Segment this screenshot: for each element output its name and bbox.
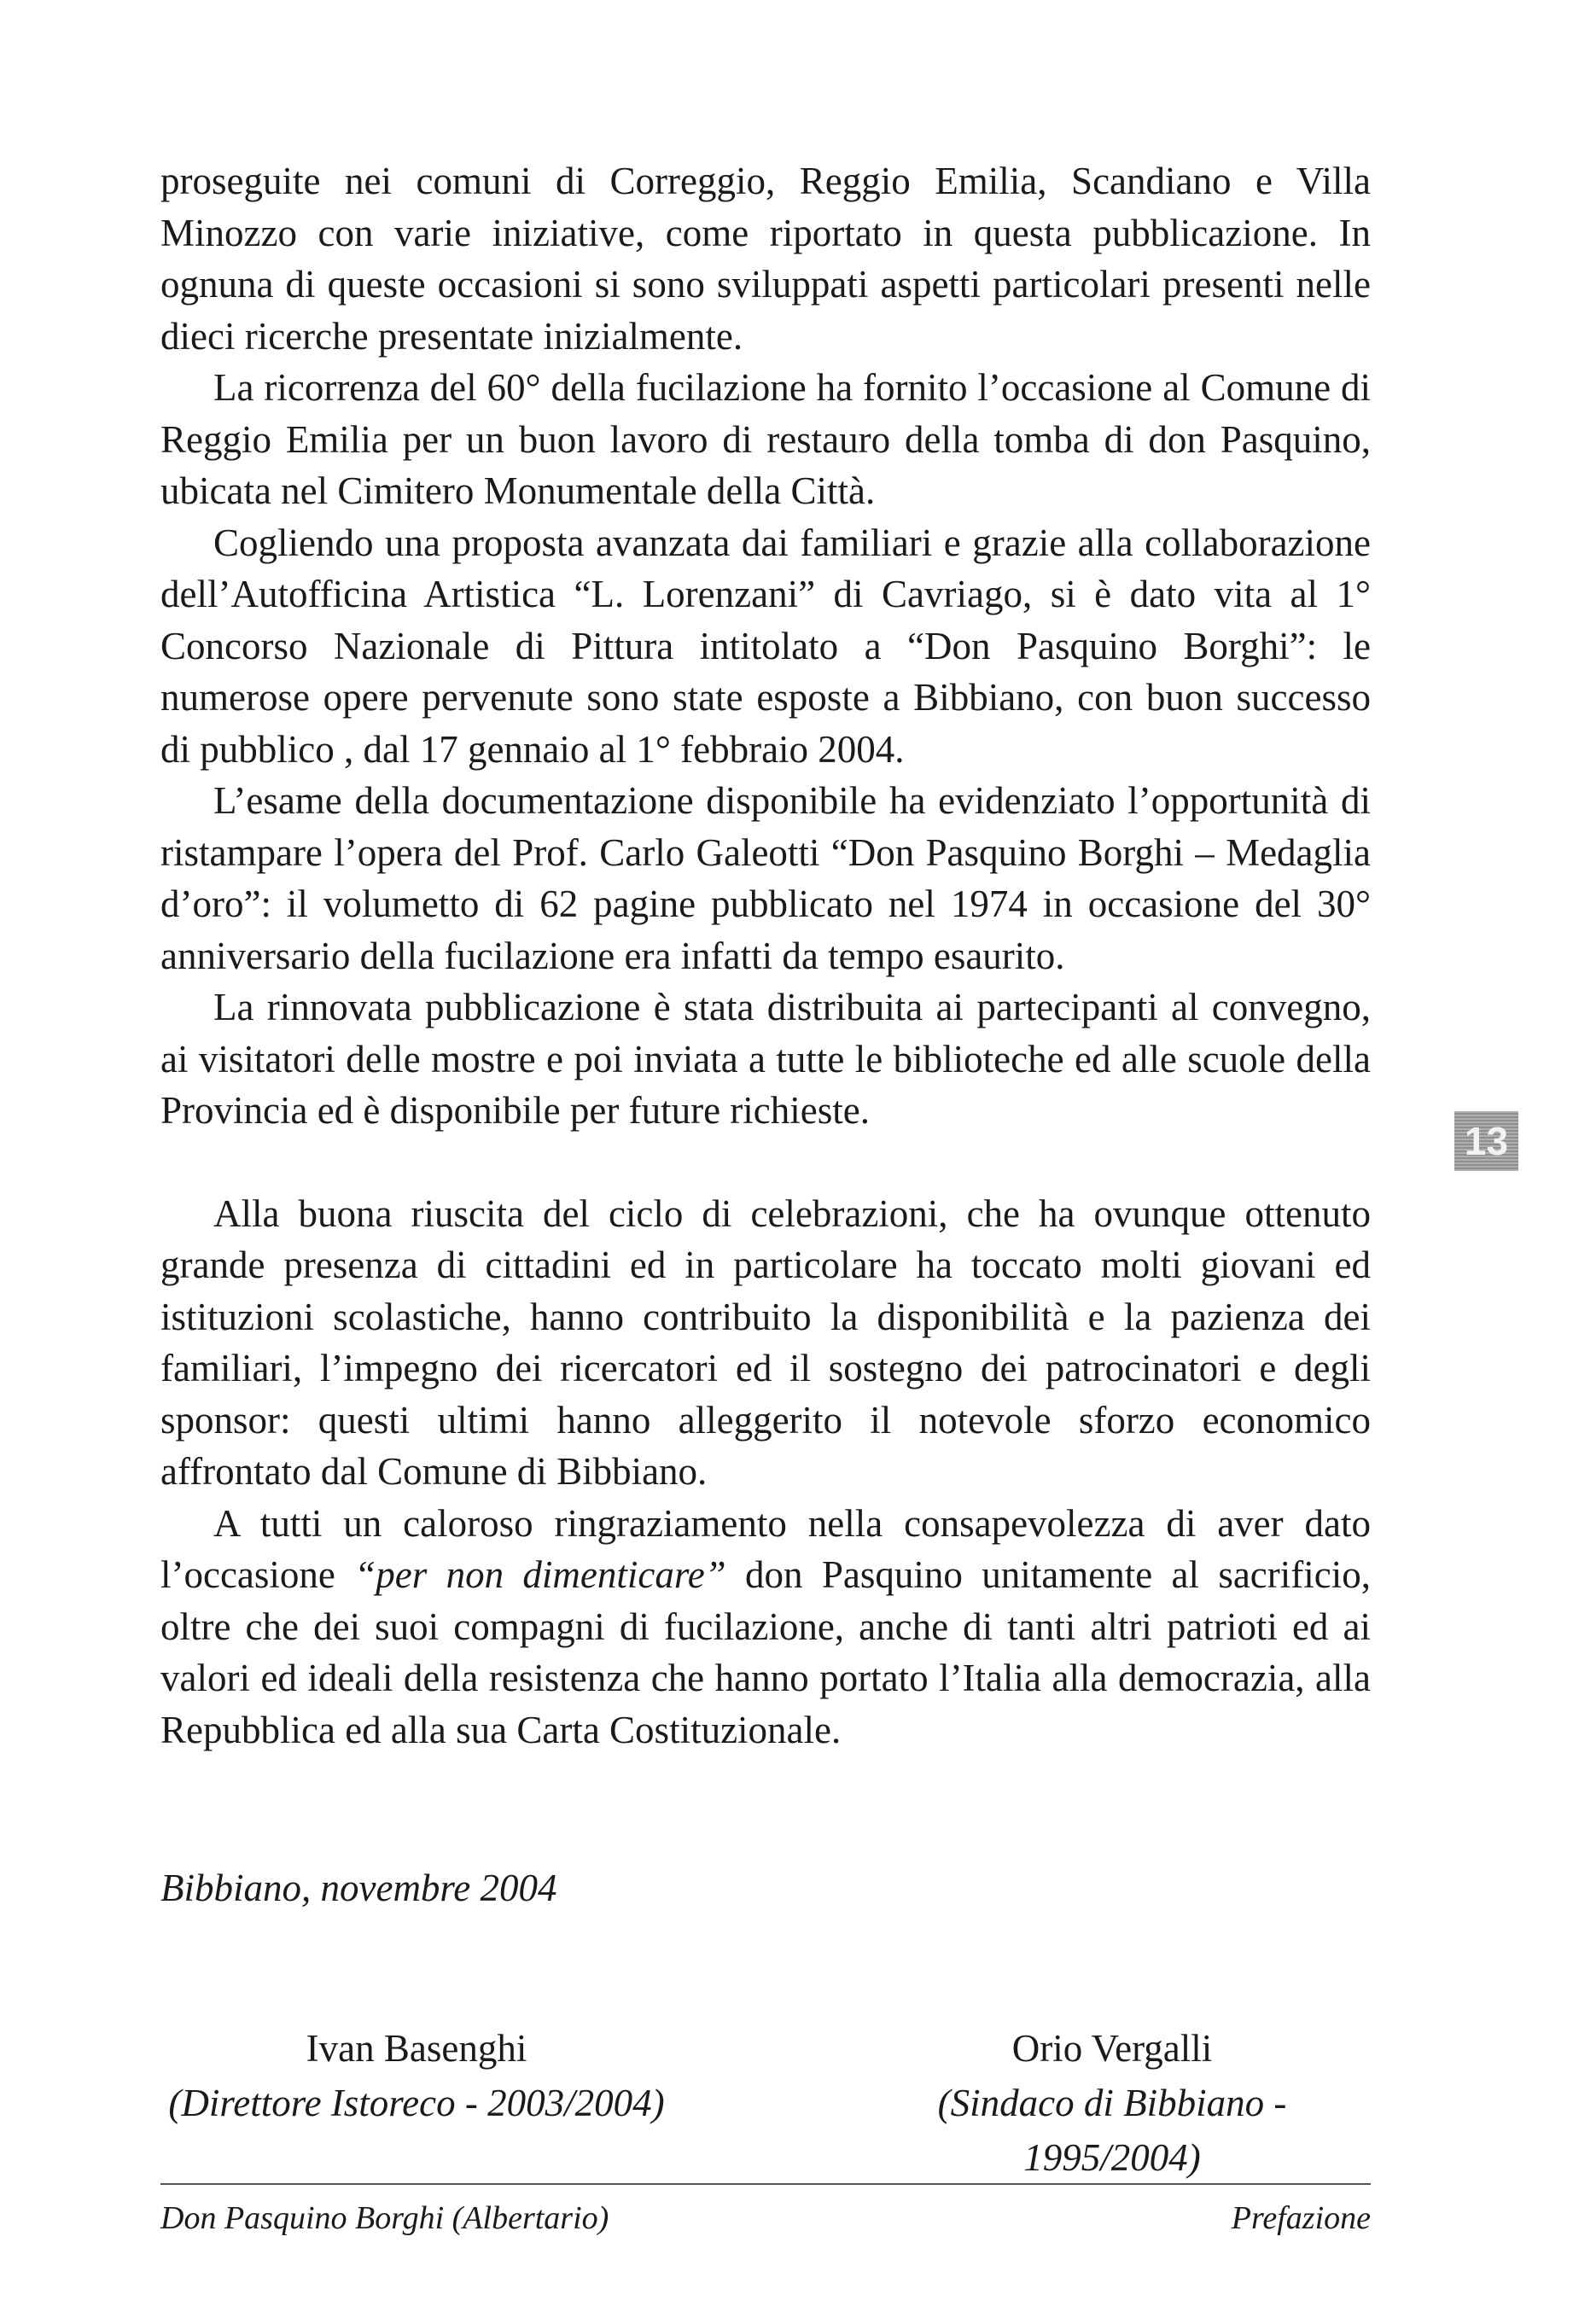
paragraph-6: Alla buona riuscita del ciclo di celebrazioni, che ha ovunque ottenuto grande presenza di cittadini ed in particolare ha toccato molti giovani ed istituzioni scolastiche, hanno contribuito la disponibilità e la pazienza dei familiari, l’impegno dei ricercatori ed il sostegno dei patrocinatori e degli sponsor: questi ultimi hanno alleggerito il notevole sforzo economico affrontato dal Comune di Bibbiano. — [160, 1191, 1371, 1493]
signature-left — [160, 2021, 673, 2130]
paragraph-7 — [160, 1498, 1371, 1756]
footer-book-title: Don Pasquino Borghi (Albertario) — [160, 2200, 609, 2236]
dateline: Bibbiano, novembre 2004 — [160, 1867, 557, 1909]
signature-right-name: Orio Vergalli — [1011, 2027, 1213, 2070]
paragraph-2: La ricorrenza del 60° della fucilazione ha fornito l’occasione al Comune di Reggio Emilia per un buon lavoro di restauro della tomba di don Pasquino, ubicata nel Cimitero Monumentale della Città. — [160, 366, 1371, 512]
body-text — [160, 155, 1371, 1756]
signature-right-role: (Sindaco di Bibbiano - 1995/2004) — [937, 2082, 1287, 2179]
paragraph-4: L’esame della documentazione disponibile ha evidenziato l’opportunità di ristampare l’opera del Prof. Carlo Galeotti “Don Pasquino Borghi – Medaglia d’oro”: il volumetto di 62 pagine pubblicato nel 1974 in occasione del 30° anniversario della fucilazione era infatti da tempo esaurito. — [160, 779, 1371, 977]
page-number-tab: 13 — [1454, 1111, 1518, 1171]
signature-left-name: Ivan Basenghi — [306, 2027, 527, 2070]
paragraph-1: proseguite nei comuni di Correggio, Reggio Emilia, Scandiano e Villa Minozzo con varie iniziative, come riportato in questa pubblicazione. In ognuna di queste occasioni si sono sviluppati aspetti particolari presenti nelle dieci ricerche presentate inizialmente. — [160, 160, 1371, 358]
paragraph-5: La rinnovata pubblicazione è stata distribuita ai partecipanti al convegno, ai visitatori delle mostre e poi inviata a tutte le biblioteche ed alle scuole della Provincia ed è disponibile per future richieste. — [160, 986, 1371, 1132]
footer-section-title: Prefazione — [1231, 2200, 1371, 2236]
paragraph-7-quote: “per non dimenticare” — [354, 1553, 726, 1596]
signature-right — [853, 2021, 1371, 2185]
paragraph-7-end: don Pasquino unitamente al sacrificio, oltre che dei suoi compagni di fucilazione, anche di tanti altri patrioti ed ai valori ed ideali della resistenza che hanno portato l’Italia alla democrazia, alla Repubblica ed alla sua Carta Costituzionale. — [160, 1553, 1371, 1751]
footer-divider — [160, 2183, 1371, 2185]
signature-left-role: (Direttore Istoreco - 2003/2004) — [168, 2082, 665, 2124]
paragraph-3: Cogliendo una proposta avanzata dai familiari e grazie alla collaborazione dell’Autofficina Artistica “L. Lorenzani” di Cavriago, si è dato vita al 1° Concorso Nazionale di Pittura intitolato a “Don Pasquino Borghi”: le numerose opere pervenute sono state esposte a Bibbiano, con buon successo di pubblico , dal 17 gennaio al 1° febbraio 2004. — [160, 521, 1371, 771]
paragraph-7-start: A tutti un caloroso ringraziamento nella consapevolezza di aver dato l’occasione — [160, 1501, 1371, 1596]
